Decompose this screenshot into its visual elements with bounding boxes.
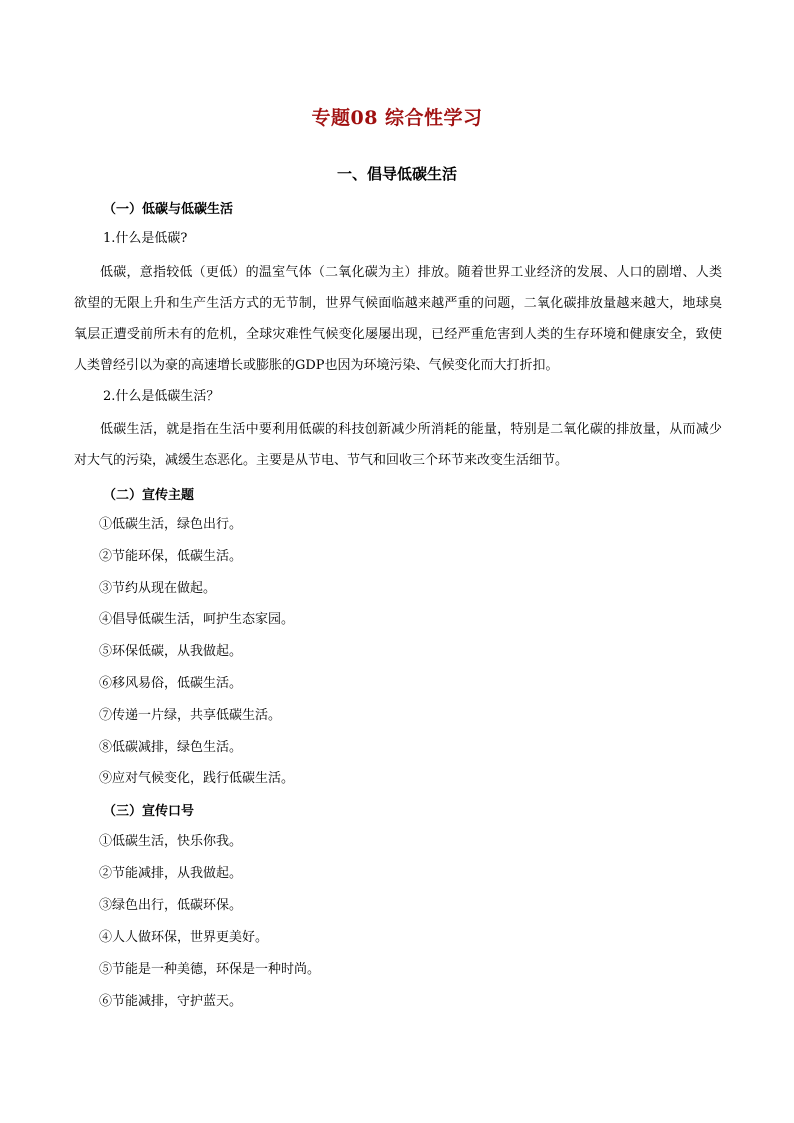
list-item: ⑥移风易俗，低碳生活。 xyxy=(99,676,243,691)
list-item: ①低碳生活，快乐你我。 xyxy=(99,834,243,849)
list-item: ④倡导低碳生活，呵护生态家园。 xyxy=(99,612,295,627)
list-item: ⑦传递一片绿，共享低碳生活。 xyxy=(99,708,282,723)
list-item: ④人人做环保，世界更美好。 xyxy=(99,930,269,945)
question-2: 2.什么是低碳生活？ xyxy=(103,389,220,404)
question-1: 1.什么是低碳? xyxy=(103,231,188,246)
list-item: ②节能减排，从我做起。 xyxy=(99,866,243,881)
list-item: ⑤环保低碳，从我做起。 xyxy=(99,644,243,659)
list-item: ⑤节能是一种美德，环保是一种时尚。 xyxy=(99,962,321,977)
paragraph-low-carbon-definition: 低碳，意指较低（更低）的温室气体（二氧化碳为主）排放。随着世界工业经济的发展、人口的剧增、人类欲望的无限上升和生产生活方式的无节制，世界气候面临越来越严重的问题，二氧化碳排放量越来越大，地球臭氧层正遭受前所未有的危机，全球灾难性气候变化屡屡出现，已经严重危害到人类的生存环境和健康安全，致使人类曾经引以为豪的高速增长或膨胀的GDP也因为环境污染、气候变化而大打折扣。 xyxy=(74,265,722,373)
list-item: ③节约从现在做起。 xyxy=(99,581,217,596)
paragraph-low-carbon-life-definition: 低碳生活，就是指在生活中要利用低碳的科技创新减少所消耗的能量，特别是二氧化碳的排放量，从而减少对大气的污染，减缓生态恶化。主要是从节电、节气和回收三个环节来改变生活细节。 xyxy=(74,422,722,468)
subheading-slogans: （三）宣传口号 xyxy=(103,804,195,819)
list-item: ⑥节能减排，守护蓝天。 xyxy=(99,994,243,1009)
subheading-publicity-themes: （二）宣传主题 xyxy=(103,488,195,503)
list-item: ③绿色出行，低碳环保。 xyxy=(99,898,243,913)
list-item: ②节能环保，低碳生活。 xyxy=(99,549,243,564)
subheading-low-carbon: （一）低碳与低碳生活 xyxy=(103,202,234,217)
section-heading: 一、倡导低碳生活 xyxy=(336,165,457,183)
page-title: 专题08 综合性学习 xyxy=(311,107,483,129)
list-item: ⑧低碳减排，绿色生活。 xyxy=(99,740,243,755)
list-item: ⑨应对气候变化，践行低碳生活。 xyxy=(99,771,295,786)
list-item: ①低碳生活，绿色出行。 xyxy=(99,517,243,532)
